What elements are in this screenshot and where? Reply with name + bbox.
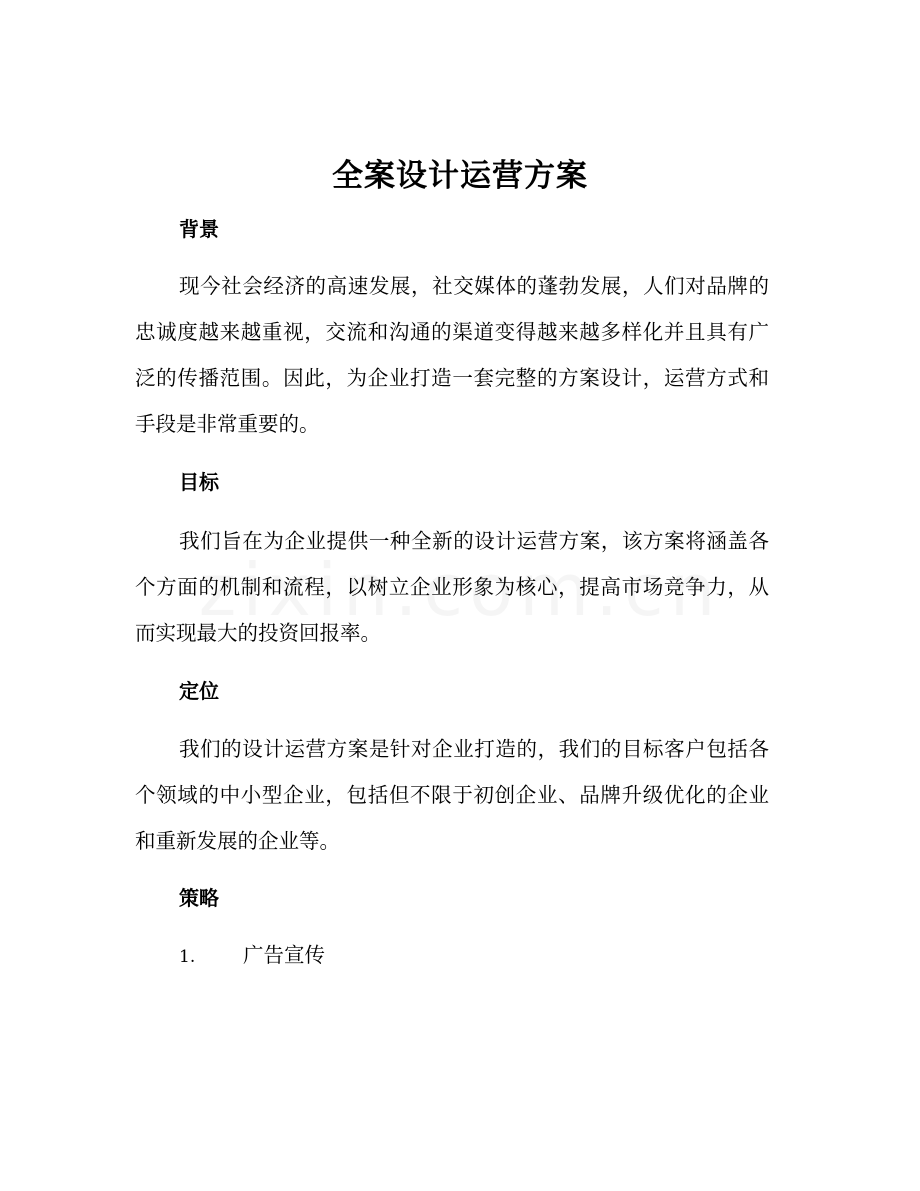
section-paragraph-positioning: 我们的设计运营方案是针对企业打造的，我们的目标客户包括各个领域的中小型企业，包括但不限于初创企业、品牌升级优化的企业和重新发展的企业等。 [135, 737, 769, 853]
list-item-label: 广告宣传 [243, 943, 325, 967]
list-item-number: 1. [179, 947, 196, 967]
section-heading-strategy: 策略 [179, 886, 219, 910]
document-title: 全案设计运营方案 [332, 158, 588, 194]
section-paragraph-goal: 我们旨在为企业提供一种全新的设计运营方案，该方案将涵盖各个方面的机制和流程，以树立企业形象为核心，提高市场竞争力，从而实现最大的投资回报率。 [135, 529, 769, 645]
section-heading-background: 背景 [179, 217, 219, 241]
section-heading-positioning: 定位 [179, 679, 219, 703]
section-heading-goal: 目标 [179, 470, 219, 494]
list-item [179, 940, 325, 972]
section-paragraph-background: 现今社会经济的高速发展，社交媒体的蓬勃发展，人们对品牌的忠诚度越来越重视，交流和沟通的渠道变得越来越多样化并且具有广泛的传播范围。因此，为企业打造一套完整的方案设计，运营方式和手段是非常重要的。 [135, 274, 769, 436]
